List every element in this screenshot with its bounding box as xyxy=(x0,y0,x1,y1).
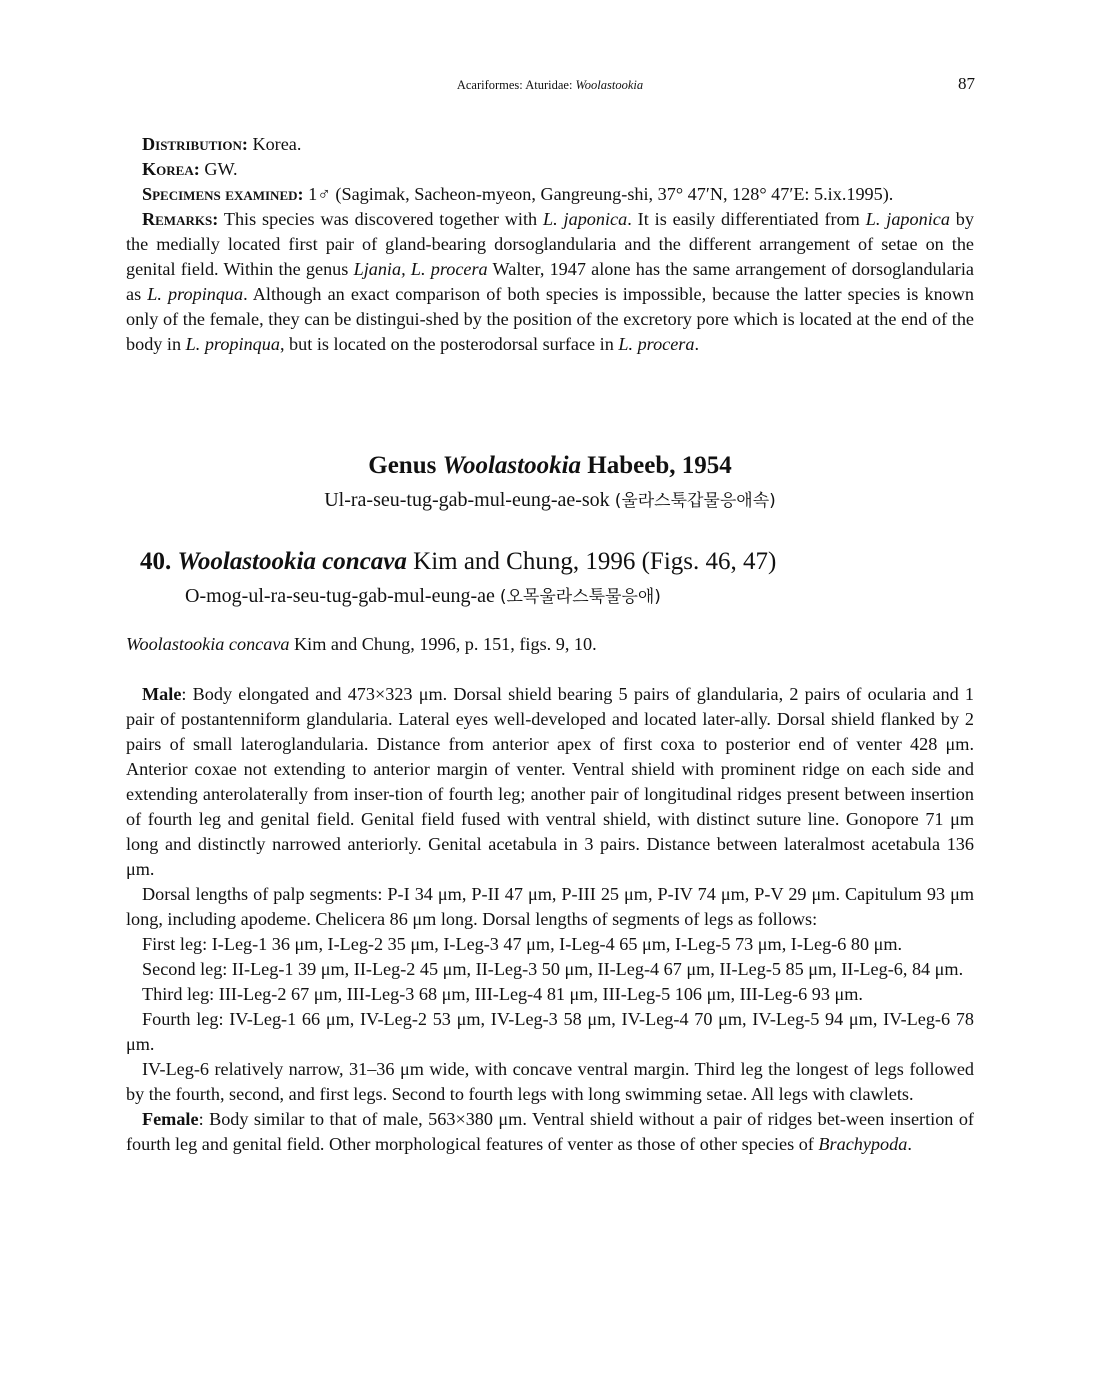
female-genus: Brachypoda xyxy=(818,1134,908,1154)
distribution-line: Distribution: Korea. xyxy=(142,134,302,154)
genus-author: Habeeb, 1954 xyxy=(581,452,732,479)
taxon-name: L. propinqua xyxy=(185,334,280,354)
genus-name: Woolastookia xyxy=(442,452,582,479)
remarks-text: , but is located on the posterodorsal surface in xyxy=(279,334,619,354)
female-end: . xyxy=(907,1134,912,1154)
female-text: : Body similar to that of male, 563×380 μm. Ventral shield without a pair of ridges bet-ween insertion of fourth leg and genital field. Other morphological features of venter as those of other species of xyxy=(126,1109,974,1154)
remarks-text: by the medially located first pair of gland-bearing dorsoglandularia and the different arrangement of setae on the genital field. Within the genus xyxy=(126,209,974,279)
male-paragraph xyxy=(126,682,974,882)
remarks-text: Walter, 1947 alone has the same arrangement of dorsoglandularia as xyxy=(126,259,974,304)
leg3-paragraph: Third leg: III-Leg-2 67 μm, III-Leg-3 68 μm, III-Leg-4 81 μm, III-Leg-5 106 μm, III-Leg-6 93 μm. xyxy=(142,984,863,1004)
species-author: Kim and Chung, 1996 xyxy=(406,548,636,575)
female-label: Female xyxy=(142,1109,199,1129)
taxon-name: Ljania, L. procera xyxy=(353,259,488,279)
species-name: Woolastookia concava xyxy=(177,548,407,575)
genus-korean: (울라스툭갑물응애속) xyxy=(614,491,776,511)
running-head-prefix: Acariformes: Aturidae: xyxy=(456,78,576,92)
palp-paragraph: Dorsal lengths of palp segments: P-I 34 μm, P-II 47 μm, P-III 25 μm, P-IV 74 μm, P-V 29 μm. Capitulum 93 μm long, including apodeme. Chelicera 86 μm long. Dorsal lengths of segments of legs as follows: xyxy=(126,884,974,929)
korea-line: Korea: GW. xyxy=(142,159,238,179)
species-romanized-line xyxy=(185,582,985,608)
female-paragraph xyxy=(126,1107,974,1157)
leg-notes-paragraph: IV-Leg-6 relatively narrow, 31–36 μm wide, with concave ventral margin. Third leg the longest of legs followed by the fourth, second, and first legs. Second to fourth legs with long swimming setae. All legs with clawlets. xyxy=(126,1059,974,1104)
remarks-paragraph: Remarks: This species was discovered together with L. japonica. It is easily differentiated from L. japonica by the medially located first pair of gland-bearing dorsoglandularia and the different arrangement of setae on the genital field. Within the genus Ljania, L. procera Walter, 1947 alone has the same arrangement of dorsoglandularia as L. propinqua. Although an exact comparison of both species is impossible, because the latter species is known only of the female, they can be distingui-shed by the position of the excretory pore which is located at the end of the body in L. propinqua, but is located on the posterodorsal surface in L. procera. xyxy=(126,209,974,354)
korea-label: Korea xyxy=(142,159,194,179)
male-label: Male xyxy=(142,684,182,704)
species-number: 40. xyxy=(140,548,172,575)
leg2-paragraph: Second leg: II-Leg-1 39 μm, II-Leg-2 45 μm, II-Leg-3 50 μm, II-Leg-4 67 μm, II-Leg-5 85 μm, II-Leg-6, 84 μm. xyxy=(142,959,964,979)
taxon-name: L. procera xyxy=(618,334,695,354)
genus-prefix: Genus xyxy=(368,452,443,479)
synonymy-citation: Kim and Chung, 1996, p. 151, figs. 9, 10. xyxy=(289,634,597,654)
specimens-label: Specimens examined xyxy=(142,184,298,204)
species-figs: (Figs. 46, 47) xyxy=(635,548,777,575)
leg1-paragraph: First leg: I-Leg-1 36 μm, I-Leg-2 35 μm, I-Leg-3 47 μm, I-Leg-4 65 μm, I-Leg-5 73 μm, I-Leg-6 80 μm. xyxy=(142,934,903,954)
remarks-text: . xyxy=(694,334,700,354)
species-korean: (오목울라스툭물응애) xyxy=(499,587,661,607)
species-romanized: O-mog-ul-ra-seu-tug-gab-mul-eung-ae xyxy=(185,585,495,607)
distribution-text: Korea. xyxy=(252,134,302,154)
genus-romanized: Ul-ra-seu-tug-gab-mul-eung-ae-sok xyxy=(324,489,610,511)
remarks-text: . It is easily differentiated from xyxy=(627,209,866,229)
leg4-paragraph: Fourth leg: IV-Leg-1 66 μm, IV-Leg-2 53 μm, IV-Leg-3 58 μm, IV-Leg-4 70 μm, IV-Leg-5 94 μm, IV-Leg-6 78 μm. xyxy=(126,1009,974,1054)
distribution-label: Distribution xyxy=(142,134,242,154)
synonymy-line xyxy=(126,632,974,657)
specimens-line: Specimens examined: 1♂ (Sagimak, Sacheon-myeon, Gangreung-shi, 37° 47′N, 128° 47′E: 5.ix.1995). xyxy=(142,184,894,204)
species-heading xyxy=(140,548,960,576)
remarks-text: . Although an exact comparison of both species is impossible, because the latter species is known only of the female, they can be distingui-shed by the position of the excretory pore which is located at the end of the body in xyxy=(126,284,974,354)
male-text: : Body elongated and 473×323 μm. Dorsal shield bearing 5 pairs of glandularia, 2 pairs of ocularia and 1 pair of postantenniform glandularia. Lateral eyes well-developed and located later-ally. Dorsal shield flanked by 2 pairs of small lateroglandularia. Distance from anterior apex of first coxa to posterior end of venter 428 μm. Anterior coxae not extending to anterior margin of venter. Ventral shield with prominent ridge on each side and extending anterolaterally from inser-tion of fourth leg; another pair of longitudinal ridges present between insertion of fourth leg and genital field. Genital field fused with ventral shield, with distinct suture line. Gonopore 71 μm long and distinctly narrowed anteriorly. Genital acetabula in 3 pairs. Distance between lateralmost acetabula 136 μm. xyxy=(126,684,974,879)
running-head-genus: Woolastookia xyxy=(575,78,644,92)
specimens-text: 1♂ (Sagimak, Sacheon-myeon, Gangreung-shi, 37° 47′N, 128° 47′E: 5.ix.1995). xyxy=(308,184,894,204)
remarks-text: This species was discovered together with xyxy=(223,209,543,229)
taxon-name: L. japonica xyxy=(865,209,950,229)
korea-text: GW. xyxy=(204,159,238,179)
description-section xyxy=(126,682,974,1157)
remarks-label: Remarks xyxy=(142,209,213,229)
taxon-name: L. japonica xyxy=(543,209,628,229)
distribution-section xyxy=(126,132,974,357)
genus-romanized-line xyxy=(0,486,1100,512)
page-number: 87 xyxy=(958,74,975,93)
taxon-name: L. propinqua xyxy=(147,284,244,304)
genus-heading xyxy=(0,452,1100,480)
synonymy-name: Woolastookia concava xyxy=(126,634,290,654)
